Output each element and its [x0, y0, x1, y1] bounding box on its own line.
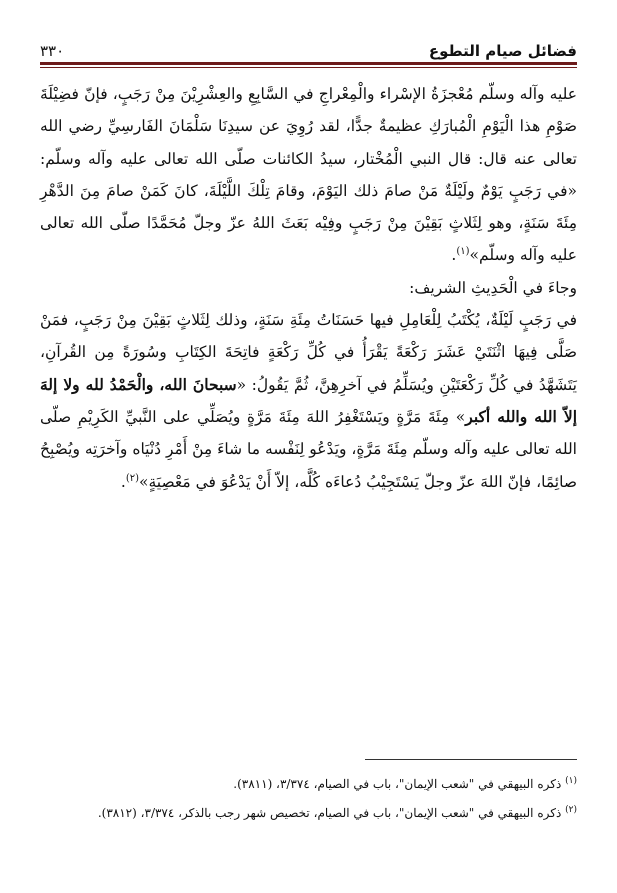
header-title: فضائل صيام التطوع — [428, 42, 577, 60]
header-rule-thin — [40, 67, 577, 68]
footnote-ref-2[interactable]: (٢) — [125, 472, 139, 484]
footnote-1-number: (١) — [565, 776, 577, 786]
paragraph-3-end: . — [120, 472, 126, 491]
paragraph-1 — [40, 78, 577, 272]
footnote-2-number: (٢) — [565, 805, 577, 815]
paragraph-1-end: . — [451, 246, 457, 265]
dhikr-phrase: سبحانَ الله، والْحَمْدُ لله ولا إلهَ إلاّ الله والله أكبر — [40, 374, 577, 426]
running-header — [40, 26, 577, 60]
footnotes — [40, 768, 577, 826]
paragraph-3-text-a: في رَجَبٍ لَيْلَةٌ، يُكْتَبُ لِلْعَامِلِ فيها حَسَنَاتُ مِئَةِ سَنَةٍ، وذلك لِثَلاثٍ بَقِيْنَ مِنْ رَجَبٍ، فمَنْ صَلَّى فِيهَا اثْنَتَيْ عَشَرَ رَكْعَةً يَقْرَأُ في كُلِّ رَكْعَةٍ فاتِحَةَ الكِتَابِ وسُورَةً مِن القُرآنِ، يَتَشَهَّدُ في كُلِّ رَكْعَتَيْنِ ويُسَلِّمُ في آخرِهِنَّ، ثُمَّ يَقُولُ: « — [40, 311, 577, 394]
footnote-2 — [40, 797, 577, 826]
footnote-ref-1[interactable]: (١) — [456, 246, 470, 258]
paragraph-1-text: عليه وآله وسلّم مُعْجزَةُ الإسْراء والْمِعْراجِ في السَّابِعِ والعِشْرِيْنَ مِنْ رَجَبٍ، فإنّ فضِيْلَةَ صَوْمِ هذا الْيَوْمِ الْمُبارَكِ عظيمةٌ جدًّا، لقد رُوِيَ عن سيدِنَا سَلْمَانَ الفَارسِيِّ رضي الله تعالى عنه قال: قال النبي الْمُخْتار، سيدُ الكائنات صلّى الله تعالى عليه وآله وسلّم: «في رَجَبٍ يَوْمٌ ولَيْلَةٌ مَنْ صامَ ذلك اليَوْمَ، وقامَ تِلْكَ اللَّيْلَةَ، كانَ كَمَنْ صامَ مِنَ الدَّهْرِ مِئَةَ سَنَةٍ، وهو لِثَلاثٍ بَقِيْنَ مِنْ رَجَبٍ وفِيْه بَعَثَ اللهُ عزّ وجلّ مُحَمَّدًا صلّى الله تعالى عليه وآله وسلّم» — [40, 85, 577, 265]
page-number: ٣٣٠ — [40, 42, 65, 60]
footnote-2-text: ذكره البيهقي في "شعب الإيمان"، باب في الصيام، تخصيص شهر رجب بالذكر، ٣/٣٧٤، (٣٨١٢). — [97, 806, 562, 820]
footnote-1 — [40, 768, 577, 797]
main-text — [40, 78, 577, 498]
paragraph-3 — [40, 304, 577, 498]
footnote-1-text: ذكره البيهقي في "شعب الإيمان"، باب في الصيام، ٣/٣٧٤، (٣٨١١). — [233, 777, 562, 791]
footnote-separator — [365, 759, 577, 760]
paragraph-3-text-b: » مِئَةَ مَرَّةٍ ويَسْتَغْفِرُ اللهَ مِئَةَ مَرَّةٍ ويُصَلِّي على النَّبيِّ الكَرِيْمِ صلّى الله تعالى عليه وآله وسلّم مِئَةَ مَرَّةٍ، ويَدْعُو لِنَفْسه ما شاءَ مِنْ أَمْرِ دُنْيَاه وآخرَتِه ويُصْبِحُ صائِمًا، فإنّ اللهَ عزّ وجلّ يَسْتَجِيْبُ دُعاءَه كُلَّه، إلاّ أَنْ يَدْعُوَ في مَعْصِيَةٍ» — [40, 407, 577, 491]
paragraph-2: وجاءَ في الْحَدِيثِ الشريف: — [409, 278, 577, 297]
header-rule-thick — [40, 62, 577, 65]
